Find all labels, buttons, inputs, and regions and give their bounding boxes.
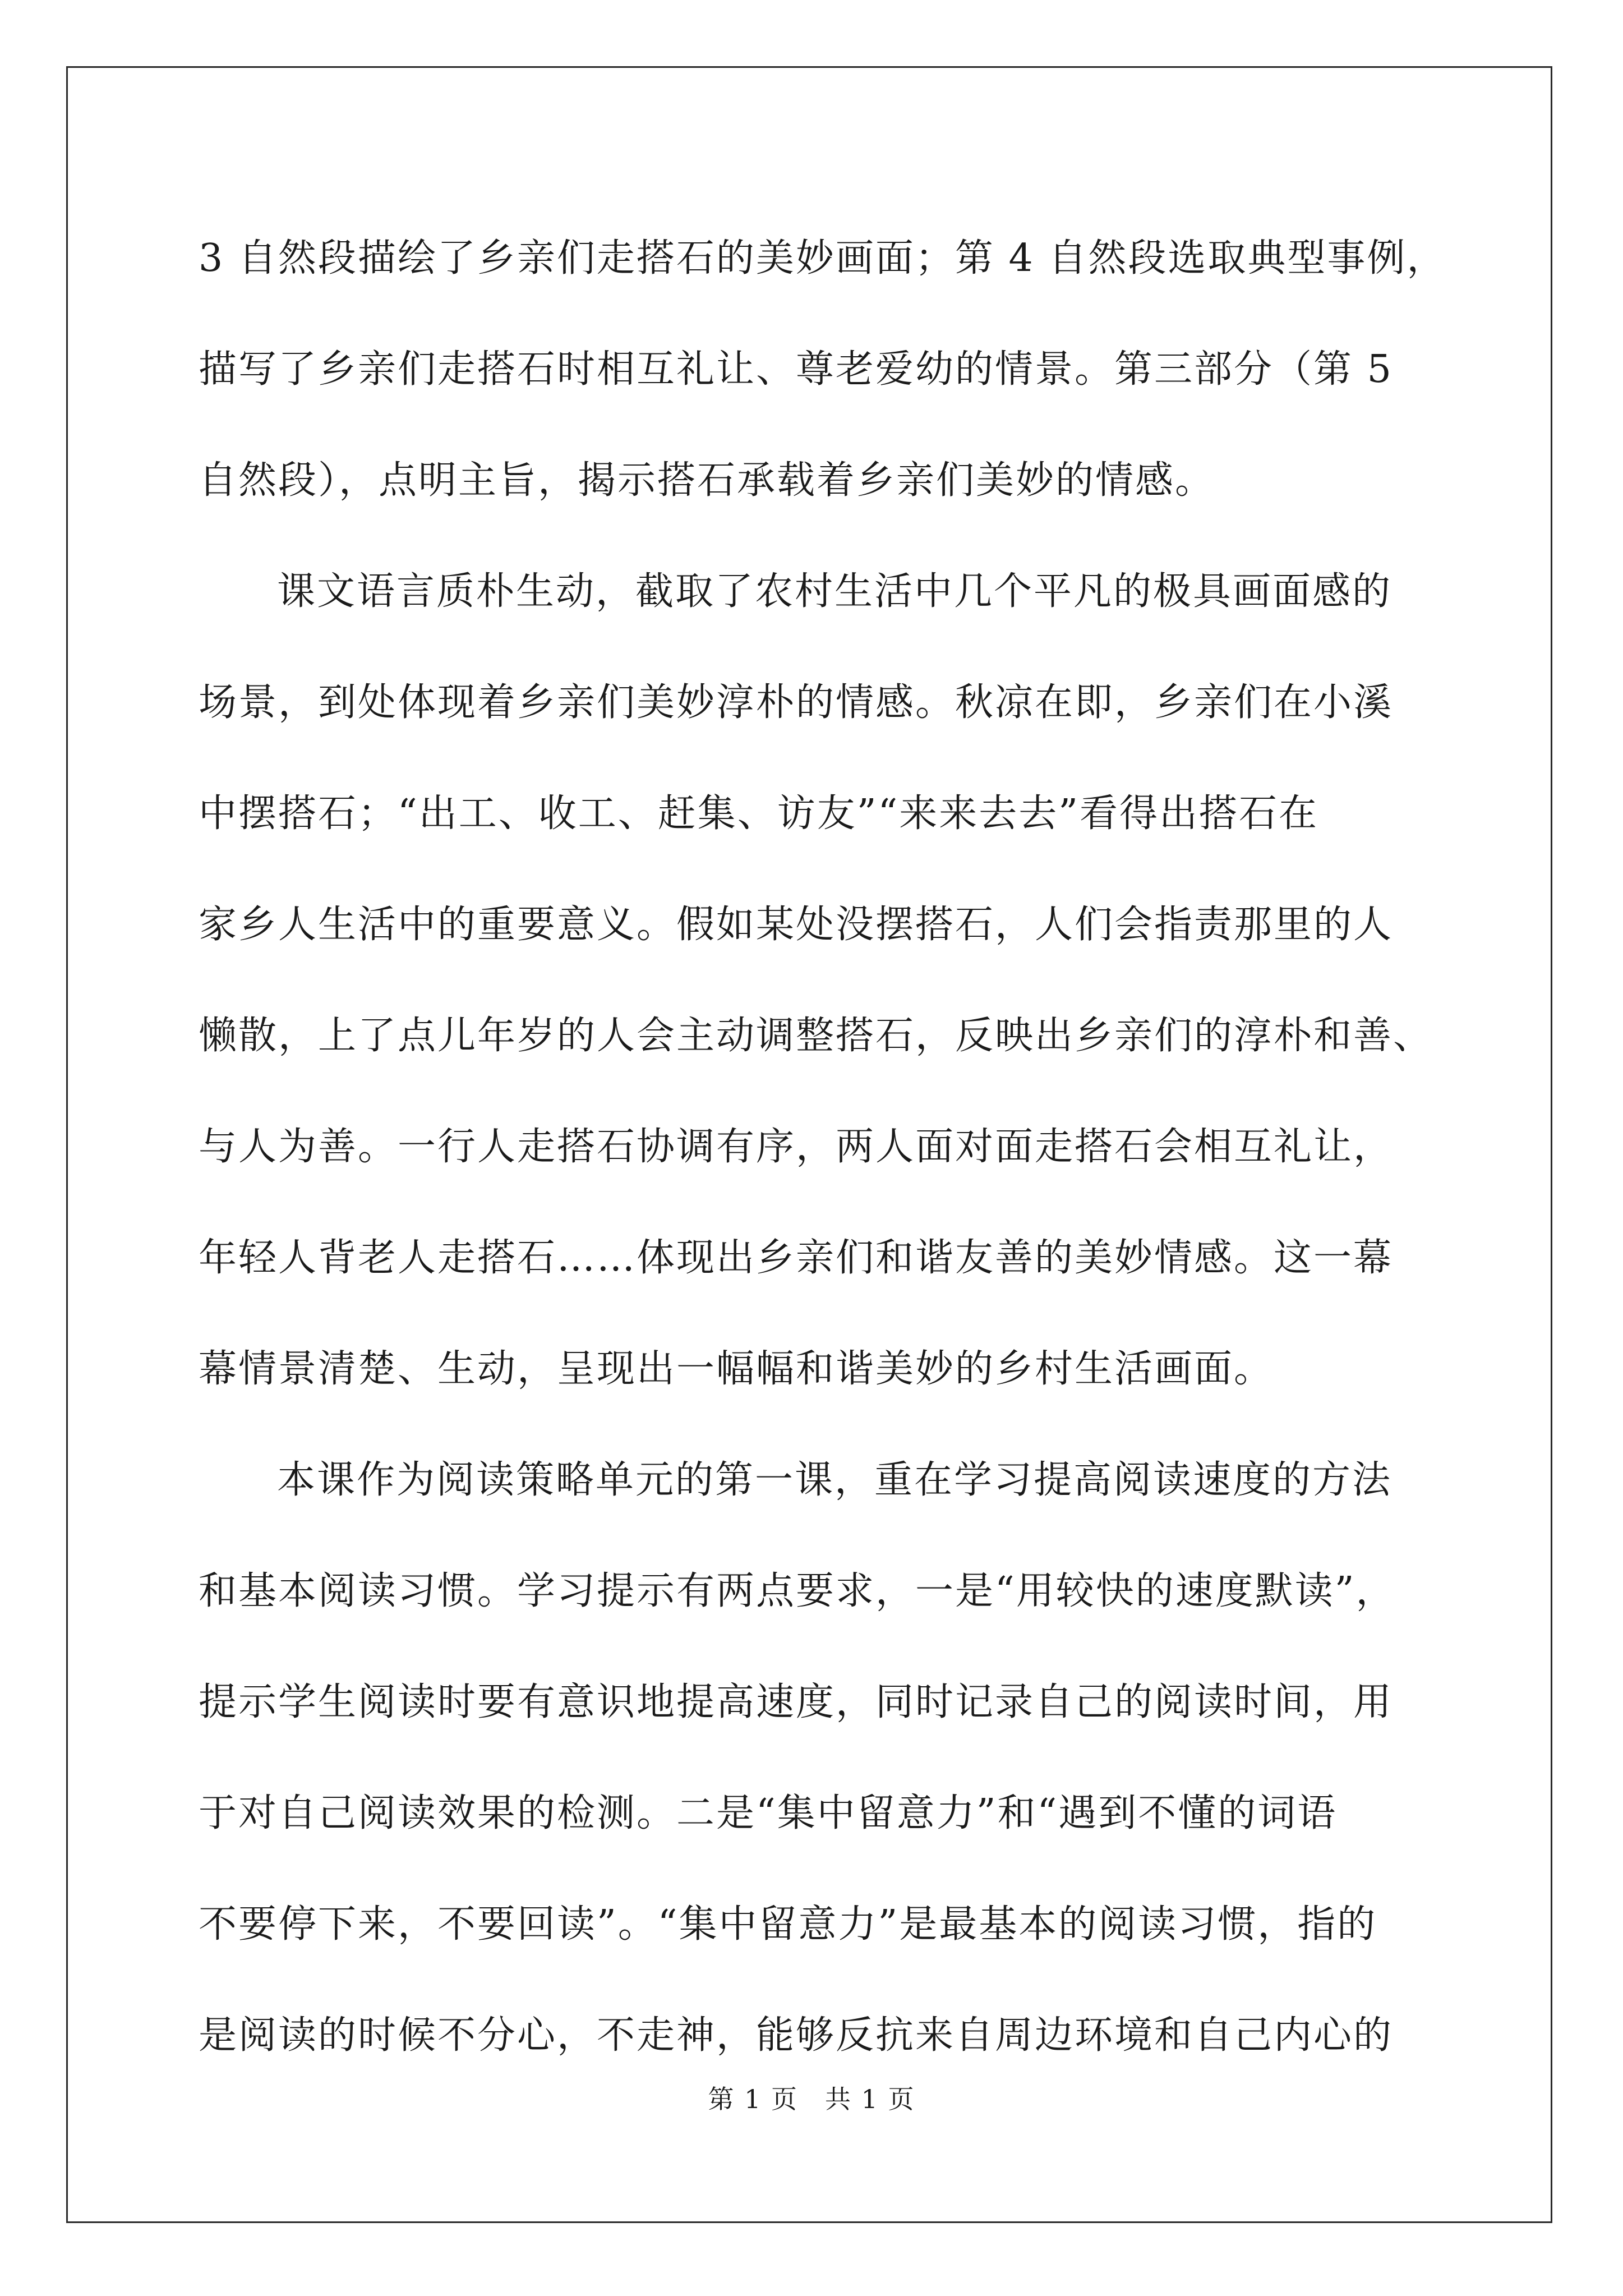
text-line: 于对自己阅读效果的检测。二是“集中留意力”和“遇到不懂的词语 — [199, 1791, 1338, 1835]
paragraph-1 — [199, 203, 1447, 536]
text-line: 是阅读的时候不分心，不走神，能够反抗来自周边环境和自己内心的 — [199, 2013, 1394, 2058]
text-line: 自然段），点明主旨，揭示搭石承载着乡亲们美妙的情感。 — [199, 458, 1215, 503]
text-line: 家乡人生活中的重要意义。假如某处没摆搭石，人们会指责那里的人 — [199, 903, 1394, 947]
text-line: 场景，到处体现着乡亲们美妙淳朴的情感。秋凉在即，乡亲们在小溪 — [199, 680, 1394, 725]
paragraph-2 — [199, 536, 1433, 1425]
text-line: 不要停下来，不要回读”。“集中留意力”是最基本的阅读习惯，指的 — [199, 1902, 1377, 1947]
text-line: 年轻人背老人走搭石……体现出乡亲们和谐友善的美妙情感。这一幕 — [199, 1236, 1394, 1280]
text-line: 和基本阅读习惯。学习提示有两点要求，一是“用较快的速度默读”， — [199, 1569, 1396, 1613]
text-line: 3 自然段描绘了乡亲们走搭石的美妙画面；第 4 自然段选取典型事例， — [199, 236, 1447, 280]
text-line: 懒散，上了点儿年岁的人会主动调整搭石，反映出乡亲们的淳朴和善、 — [199, 1014, 1433, 1058]
page-footer: 第 1 页 共 1 页 — [708, 2084, 915, 2114]
text-line: 中摆搭石；“出工、收工、赶集、访友”“来来去去”看得出搭石在 — [199, 792, 1319, 836]
paragraph-3 — [199, 1425, 1421, 2091]
text-line: 课文语言质朴生动，截取了农村生活中几个平凡的极具画面感的 — [277, 569, 1393, 614]
text-line: 描写了乡亲们走搭石时相互礼让、尊老爱幼的情景。第三部分（第 5 — [199, 347, 1393, 392]
text-line: 幕情景清楚、生动，呈现出一幅幅和谐美妙的乡村生活画面。 — [199, 1347, 1274, 1391]
document-body — [199, 203, 1447, 2091]
text-line: 与人为善。一行人走搭石协调有序，两人面对面走搭石会相互礼让， — [199, 1125, 1394, 1169]
text-line: 提示学生阅读时要有意识地提高速度，同时记录自己的阅读时间，用 — [199, 1680, 1394, 1724]
text-line: 本课作为阅读策略单元的第一课，重在学习提高阅读速度的方法 — [277, 1458, 1393, 1502]
